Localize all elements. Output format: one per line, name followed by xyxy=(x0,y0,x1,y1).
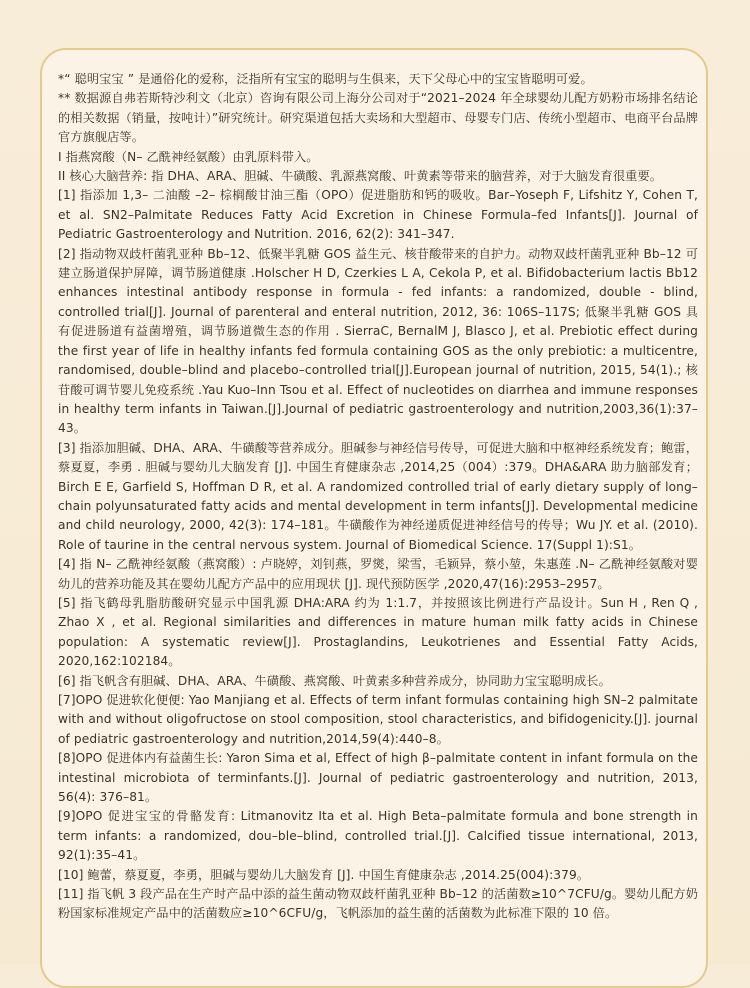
reference-1: [1] 指添加 1,3– 二油酸 –2– 棕榈酸甘油三酯（OPO）促进脂肪和钙的吸收。Bar–Yoseph F, Lifshitz Y, Cohen T, et al. SN2–Palmitate Reduces Fatty Acid Excretion in Chinese Formula–fed Infants[J]. Journal of Pediatric Gastroenterology and Nutrition. 2016, 62(2): 341–347. xyxy=(58,188,698,242)
footnote-ii: II 核心大脑营养: 指 DHA、ARA、胆碱、牛磺酸、乳源燕窝酸、叶黄素等带来的脑营养，对于大脑发育很重要。 xyxy=(58,169,663,184)
reference-3: [3] 指添加胆碱、DHA、ARA、牛磺酸等营养成分。胆碱参与神经信号传导，可促进大脑和中枢神经系统发育；鲍雷，蔡夏夏，李勇 . 胆碱与婴幼儿大脑发育 [J]. 中国生育健康杂志 ,2014,25（004）:379。DHA&ARA 助力脑部发育；Birch E E, Garfield S, Hoffman D R, et al. A randomized controlled trial of early dietary supply of long–chain polyunsaturated fatty acids and mental development in term infants[J]. Developmental medicine and child neurology, 2000, 42(3): 174–181。牛磺酸作为神经递质促进神经信号的传导；Wu JY. et al. (2010). Role of taurine in the central nervous system. Journal of Biomedical Science. 17(Suppl 1):S1。 xyxy=(58,440,698,552)
footnotes-list xyxy=(58,70,698,924)
reference-6: [6] 指飞帆含有胆碱、DHA、ARA、牛磺酸、燕窝酸、叶黄素多种营养成分，协同助力宝宝聪明成长。 xyxy=(58,673,611,688)
reference-9: [9]OPO 促进宝宝的骨骼发育: Litmanovitz Ita et al. High Beta–palmitate formula and bone strength in term infants: a randomized, dou–ble–blind, controlled trial.[J]. Calcified tissue international, 2013, 92(1):35–41。 xyxy=(58,809,698,863)
reference-11: [11] 指飞帆 3 段产品在生产时产品中添的益生菌动物双歧杆菌乳亚种 Bb–12 的活菌数≥10^7CFU/g。婴幼儿配方奶粉国家标准规定产品中的活菌数应≥10^6CFU/g，飞帆添加的益生菌的活菌数为此标准下限的 10 倍。 xyxy=(58,887,698,921)
footnote-data-source: ** 数据源自弗若斯特沙利文（北京）咨询有限公司上海分公司对于“2021–2024 年全球婴幼儿配方奶粉市场排名结论的相关数据（销量，按吨计）”研究统计。研究渠道包括大卖场和大型超市、母婴专门店、传统小型超市、电商平台品牌官方旗舰店等。 xyxy=(58,91,698,145)
reference-7: [7]OPO 促进软化便便: Yao Manjiang et al. Effects of term infant formulas containing high SN–2 palmitate with and without oligofructose on stool composition, stool characteristics, and bifidogenicity.[J]. journal of pediatric gastroenterology and nutrition,2014,59(4):440–8。 xyxy=(58,693,698,746)
footnote-i: I 指燕窝酸（N– 乙酰神经氨酸）由乳原料带入。 xyxy=(58,149,319,164)
reference-2: [2] 指动物双歧杆菌乳亚种 Bb–12、低聚半乳糖 GOS 益生元、核苷酸带来的自护力。动物双歧杆菌乳亚种 Bb–12 可建立肠道保护屏障，调节肠道健康 .Holscher H D, Czerkies L A, Cekola P, et al. Bifidobacterium lactis Bb12 enhances intestinal antibody response in formula ‐ fed infants: a randomized, double ‐ blind, controlled trial[J]. Journal of parenteral and enteral nutrition, 2012, 36: 106S–117S; 低聚半乳糖 GOS 具有促进肠道有益菌增殖，调节肠道微生态的作用 . SierraC, BernalM J, Blasco J, et al. Prebiotic effect during the first year of life in healthy infants fed formula containing GOS as the only prebiotic: a multicentre, randomised, double–blind and placebo–controlled trial[J].European journal of nutrition, 2015, 54(1).; 核苷酸可调节婴儿免疫系统 .Yau Kuo–Inn Tsou et al. Effect of nucleotides on diarrhea and immune responses in healthy term infants in Taiwan.[J].Journal of pediatric gastroenterology and nutrition,2003,36(1):37–43。 xyxy=(58,246,698,436)
reference-10: [10] 鲍蕾，蔡夏夏，李勇，胆碱与婴幼儿大脑发育 [J]. 中国生育健康杂志 ,2014.25(004):379。 xyxy=(58,867,590,882)
footnote-smart-baby: *“ 聪明宝宝 ” 是通俗化的爱称，泛指所有宝宝的聪明与生俱来，天下父母心中的宝宝皆聪明可爱。 xyxy=(58,72,593,86)
reference-5: [5] 指飞鹤母乳脂肪酸研究显示中国乳源 DHA:ARA 约为 1:1.7，并按照该比例进行产品设计。Sun H , Ren Q , Zhao X , et al. Regional similarities and differences in mature human milk fatty acids in Chinese population: A systematic review[J]. Prostaglandins, Leukotrienes and Essential Fatty Acids, 2020,162:102184。 xyxy=(58,595,698,669)
reference-8: [8]OPO 促进体内有益菌生长: Yaron Sima et al, Effect of high β–palmitate content in infant formula on the intestinal microbiota of terminfants.[J]. Journal of pediatric gastroenterology and nutrition, 2013, 56(4): 376–81。 xyxy=(58,751,698,805)
reference-4: [4] 指 N– 乙酰神经氨酸（燕窝酸）: 卢晓婷，刘钊燕，罗爕，梁雪，毛颖异，蔡小堃，朱惠莲 .N– 乙酰神经氨酸对婴幼儿的营养功能及其在婴幼儿配方产品中的应用现状 [J]. 现代预防医学 ,2020,47(16):2953–2957。 xyxy=(58,557,698,591)
